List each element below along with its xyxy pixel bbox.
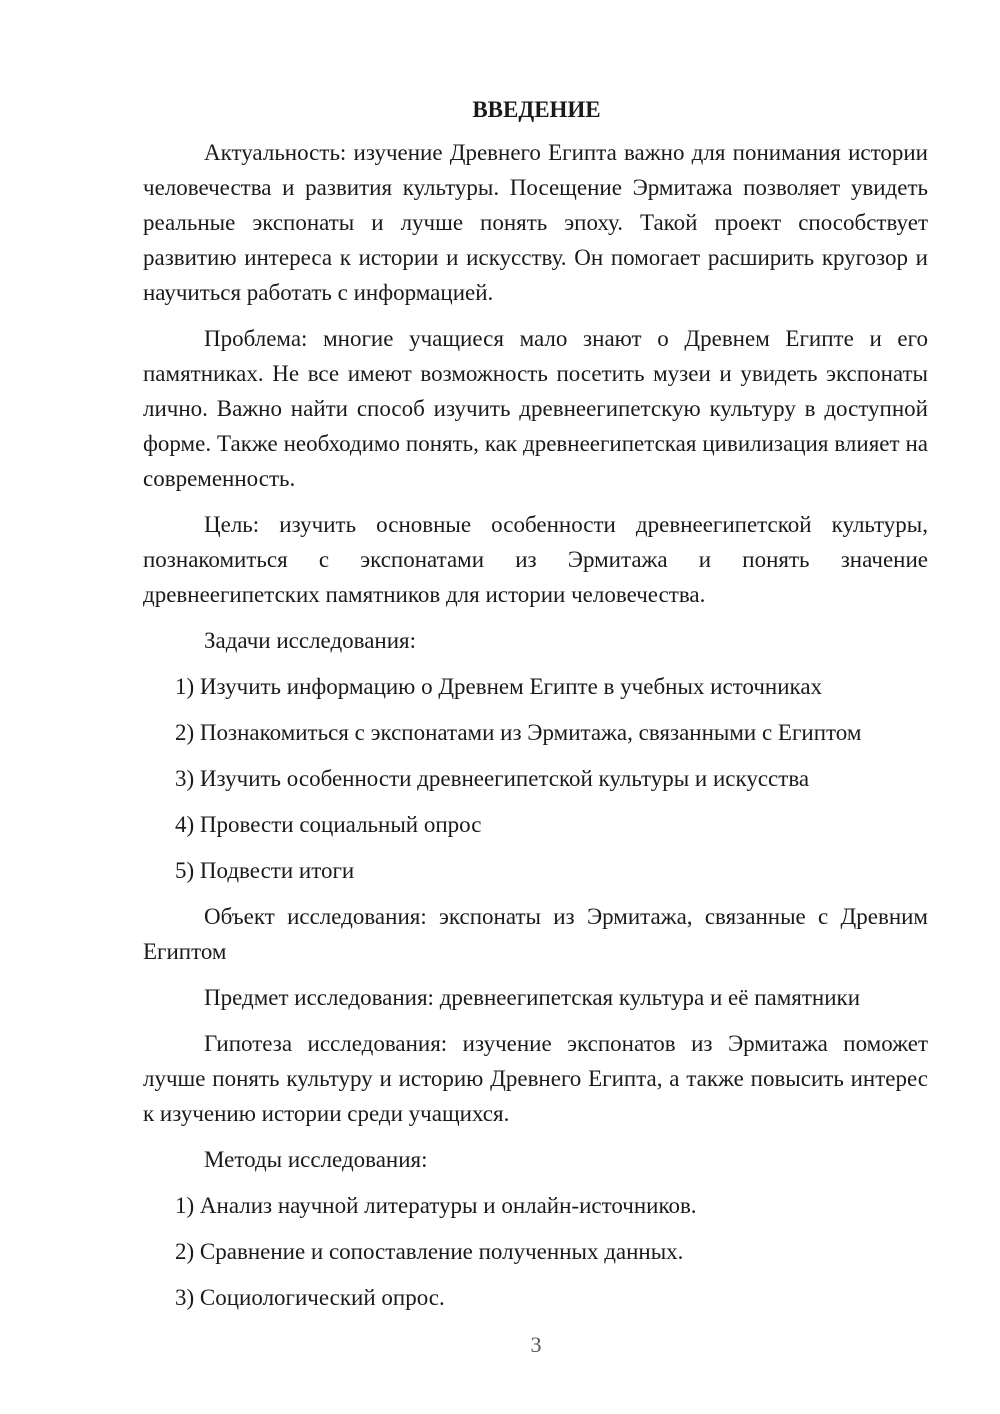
subject-paragraph: Предмет исследования: древнеегипетская культура и её памятники xyxy=(204,985,861,1010)
list-item: 3) Изучить особенности древнеегипетской культуры и искусства xyxy=(175,766,810,791)
tasks-heading: Задачи исследования: xyxy=(204,628,417,653)
list-item: 2) Сравнение и сопоставление полученных данных. xyxy=(175,1239,684,1264)
list-item: 1) Анализ научной литературы и онлайн-источников. xyxy=(175,1193,697,1218)
page-content xyxy=(143,88,928,1326)
object-paragraph: Объект исследования: экспонаты из Эрмитажа, связанные с Древним Египтом xyxy=(143,904,928,964)
methods-list xyxy=(143,1188,928,1315)
goal-paragraph: Цель: изучить основные особенности древнеегипетской культуры, познакомиться с экспонатами из Эрмитажа и понять значение древнеегипетских памятников для истории человечества. xyxy=(143,512,928,607)
relevance-paragraph: Актуальность: изучение Древнего Египта важно для понимания истории человечества и развития культуры. Посещение Эрмитажа позволяет увидеть реальные экспонаты и лучше понять эпоху. Такой проект способствует развитию интереса к истории и искусству. Он помогает расширить кругозор и научиться работать с информацией. xyxy=(143,140,928,305)
list-item: 4) Провести социальный опрос xyxy=(175,812,482,837)
hypothesis-paragraph: Гипотеза исследования: изучение экспонатов из Эрмитажа поможет лучше понять культуру и историю Древнего Египта, а также повысить интерес к изучению истории среди учащихся. xyxy=(143,1031,928,1126)
list-item: 1) Изучить информацию о Древнем Египте в учебных источниках xyxy=(175,674,823,699)
methods-heading: Методы исследования: xyxy=(204,1147,428,1172)
tasks-list xyxy=(143,669,928,888)
list-item: 5) Подвести итоги xyxy=(175,858,355,883)
list-item: 2) Познакомиться с экспонатами из Эрмитажа, связанными с Египтом xyxy=(175,720,862,745)
page-title: ВВЕДЕНИЕ xyxy=(472,97,601,122)
problem-paragraph: Проблема: многие учащиеся мало знают о Древнем Египте и его памятниках. Не все имеют возможность посетить музеи и увидеть экспонаты лично. Важно найти способ изучить древнеегипетскую культуру в доступной форме. Также необходимо понять, как древнеегипетская цивилизация влияет на современность. xyxy=(143,326,928,491)
page-number: 3 xyxy=(530,1332,542,1357)
list-item: 3) Социологический опрос. xyxy=(175,1285,445,1310)
